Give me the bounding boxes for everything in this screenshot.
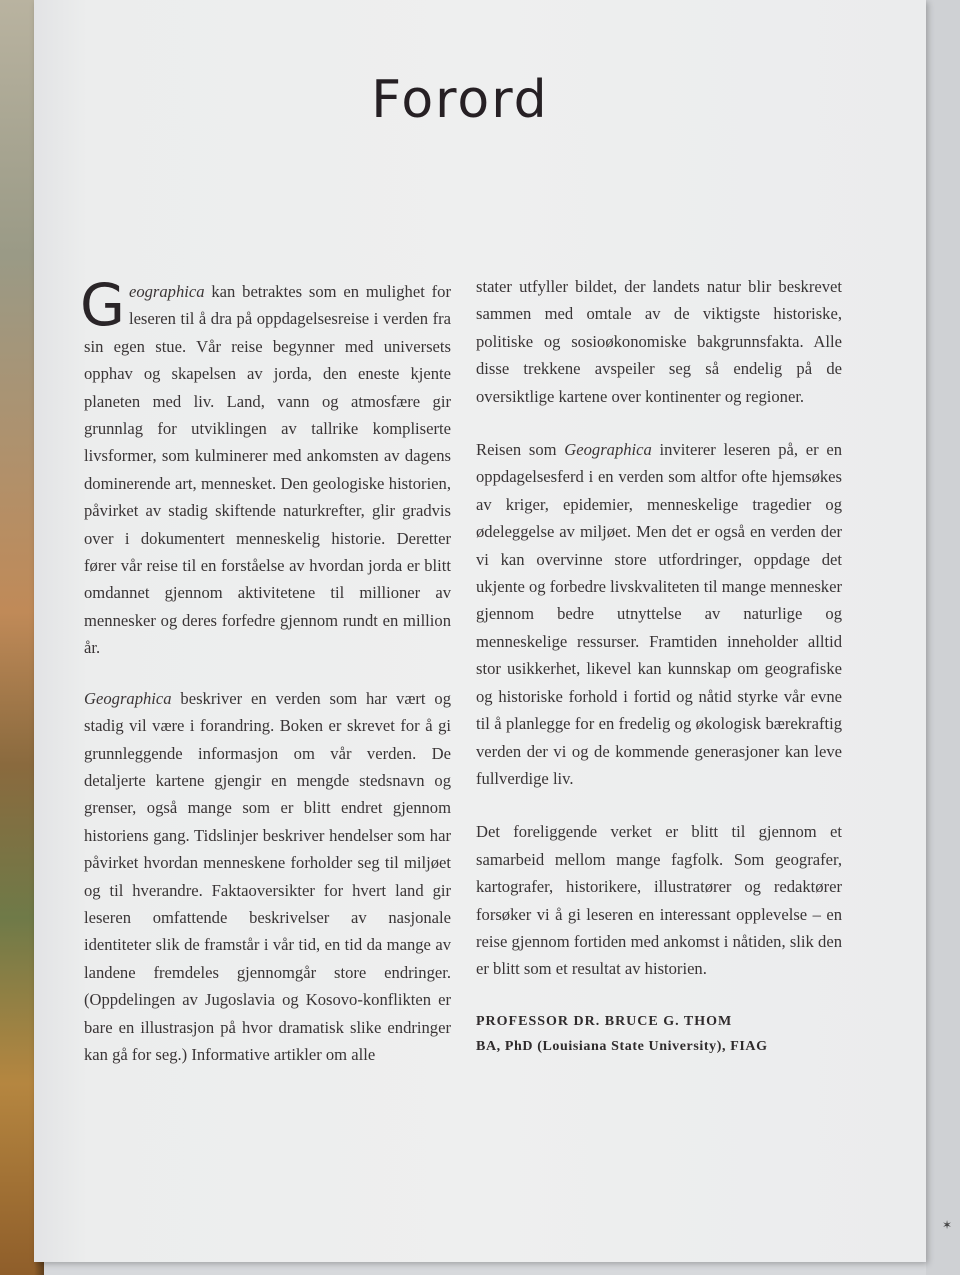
left-paragraph-1 [80, 271, 451, 662]
drop-cap: G [80, 271, 125, 339]
left-paragraph-2 [84, 685, 451, 1069]
paragraph-text: beskriver en verden som har vært og stadig vil være i forandring. Boken er skrevet for å gi grunnleggende informasjon om vår verden. De detaljerte kartene gjengir en mengde stedsnavn og grenser, også mange som er blitt endret gjennom historiens gang. Tidslinjer beskriver hendelser som har påvirket hvordan menneskene forholder seg til miljøet og til hverandre. Faktaoversikter for hvert land gir leseren omfattende beskrivelser av nasjonale identiteter slik de framstår i vår tid, en tid da mange av landene fremdeles gjennomgår store endringer. (Oppdelingen av Jugoslavia og Kosovo-konflikten er bare en illustrasjon på hvor dramatisk slike endringer kan gå for seg.) Informative artikler om alle [84, 688, 451, 1064]
page-speck: ✶ [942, 1218, 953, 1232]
right-paragraph-1: stater utfyller bildet, der landets natur blir beskrevet sammen med omtale av de viktigste historiske, politiske og sosioøkonomiske bakgrunnsfakta. Alle disse trekkene avspeiler seg så endelig på de oversiktlige kartene over kontinenter og regioner. [476, 277, 842, 406]
book-title-italic: Geographica [564, 440, 652, 460]
right-paragraph-3: Det foreliggende verket er blitt til gjennom et samarbeid mellom mange fagfolk. Som geografer, kartografer, historikere, illustratører og redaktører forsøker vi å gi leseren en interessant opplevelse – en reise gjennom fortiden med ankomst i nåtiden, slik den er blitt som et resultat av historien. [476, 822, 842, 979]
author-signature [476, 1009, 842, 1059]
book-title-italic: eographica [128, 282, 205, 301]
author-credentials: BA, PhD (Louisiana State University), FIAG [476, 1038, 768, 1054]
page-title: Forord [371, 70, 549, 130]
author-name: PROFESSOR DR. BRUCE G. THOM [476, 1013, 733, 1029]
left-column [80, 271, 451, 1094]
paragraph-text: inviterer leseren på, er en oppdagelsesferd i en verden som altfor ofte hjemsøkes av kriger, epidemier, menneskelige tragedier og ødeleggelse av miljøet. Men det er også en verden der vi kan overvinne store utfordringer, oppdage det ukjente og forbedre livskvaliteten til mange mennesker gjennom bedre utnyttelse av naturlige og menneskelige ressurser. Framtiden inneholder alltid stor usikkerhet, likevel kan kunnskap om geografiske og historiske forhold i fortid og nåtid styrke vår evne til å planlegge for en fredelig og økologisk bærekraftig verden der vi og de kommende generasjoner kan leve fullverdige liv. [476, 440, 842, 788]
book-title-italic: Geographica [84, 688, 172, 708]
background-edge [926, 0, 960, 1275]
right-paragraph-2 [476, 436, 842, 792]
right-column [476, 273, 842, 1059]
paragraph-text: kan betraktes som en mulighet for leseren til å dra på oppdagelsesreise i verden fra sin egen stue. Vår reise begynner med universets opphav og skapelsen av jorda, den eneste kjente planeten med liv. Land, vann og atmosfære gir grunnlag for utviklingen av tallrike kompliserte livsformer, som kulminerer med ankomsten av dagens dominerende art, mennesket. Den geologiske historien, påvirket av stadig skiftende naturkrefter, glir gradvis over i dokumentert menneskelig historie. Deretter fører vår reise til en forståelse av hvordan jorda er blitt omdannet gjennom aktivitetene til millioner av mennesker og deres forfedre gjennom rundt en million år. [84, 282, 451, 658]
paragraph-text: Reisen som [476, 440, 565, 460]
